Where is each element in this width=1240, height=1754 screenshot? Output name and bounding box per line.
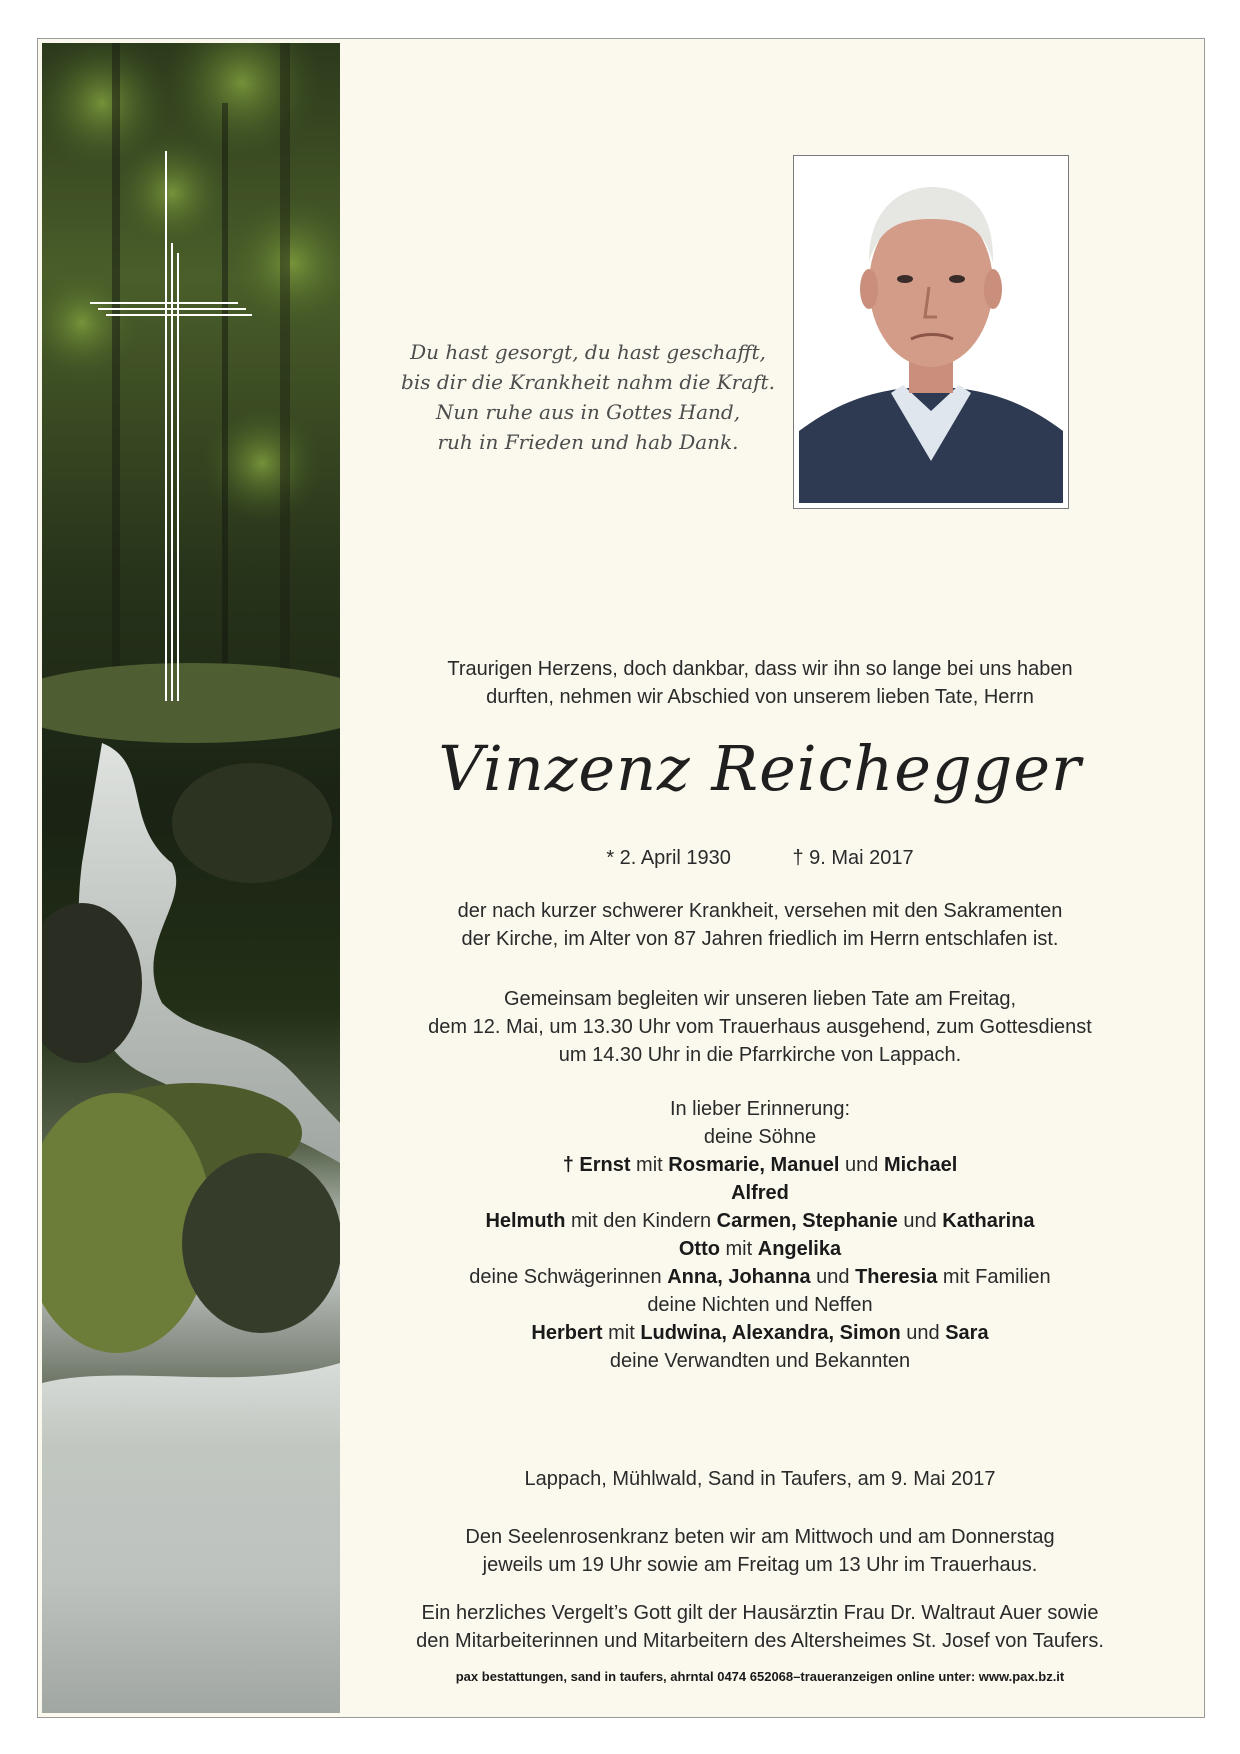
passing-line: der nach kurzer schwerer Krankheit, versehen mit den Sakramenten [457, 900, 1063, 922]
thanks-text [370, 1599, 1150, 1655]
portrait-illustration [799, 161, 1063, 503]
funeral-line: um 14.30 Uhr in die Pfarrkirche von Lappach. [558, 1044, 962, 1066]
thanks-line: Ein herzliches Vergelt’s Gott gilt der Hausärztin Frau Dr. Waltraut Auer sowie [421, 1602, 1099, 1624]
mourners-list [370, 1095, 1150, 1375]
portrait-photo [799, 161, 1063, 503]
funeral-line: dem 12. Mai, um 13.30 Uhr vom Trauerhaus ausgehend, zum Gottesdienst [428, 1016, 1092, 1038]
place-date: Lappach, Mühlwald, Sand in Taufers, am 9. Mai 2017 [524, 1468, 996, 1490]
poem-line: Du hast gesorgt, du hast geschafft, [410, 340, 766, 364]
obituary-card [37, 38, 1205, 1718]
content-area [340, 39, 1204, 1717]
mourner-line: Otto mit Angelika [678, 1238, 842, 1260]
mourner-line: Herbert mit Ludwina, Alexandra, Simon und Sara [531, 1322, 989, 1344]
rosary-line: jeweils um 19 Uhr sowie am Freitag um 13 Uhr im Trauerhaus. [482, 1554, 1038, 1576]
poem-line: Nun ruhe aus in Gottes Hand, [435, 400, 741, 424]
funeral-line: Gemeinsam begleiten wir unseren lieben Tate am Freitag, [503, 988, 1017, 1010]
death-date: † 9. Mai 2017 [792, 847, 914, 869]
intro-text [370, 655, 1150, 711]
forest-waterfall-photo [42, 43, 340, 1713]
memorial-poem [388, 337, 788, 457]
mourner-line: Helmuth mit den Kindern Carmen, Stephanie und Katharina [485, 1210, 1035, 1232]
landscape-illustration [42, 43, 340, 1713]
mourner-line: † Ernst mit Rosmarie, Manuel und Michael [562, 1154, 958, 1176]
mourner-line: deine Schwägerinnen Anna, Johanna und Theresia mit Familien [469, 1266, 1051, 1288]
intro-line: Traurigen Herzens, doch dankbar, dass wir ihn so lange bei uns haben [447, 658, 1073, 680]
intro-line: durften, nehmen wir Abschied von unserem lieben Tate, Herrn [486, 686, 1034, 708]
deceased-name: Vinzenz Reichegger [438, 732, 1082, 805]
rosary-text [370, 1523, 1150, 1579]
funeral-text [370, 985, 1150, 1069]
rosary-line: Den Seelenrosenkranz beten wir am Mittwoch und am Donnerstag [465, 1526, 1055, 1548]
mourner-line: deine Nichten und Neffen [647, 1294, 873, 1316]
mourner-line: Alfred [731, 1182, 789, 1204]
passing-text [370, 897, 1150, 953]
mourners-heading: In lieber Erinnerung: [669, 1098, 851, 1120]
mourner-line: deine Verwandten und Bekannten [609, 1350, 911, 1372]
passing-line: der Kirche, im Alter von 87 Jahren friedlich im Herrn entschlafen ist. [461, 928, 1059, 950]
birth-date: * 2. April 1930 [606, 847, 731, 869]
sons-label: deine Söhne [703, 1126, 817, 1148]
portrait-frame [793, 155, 1069, 509]
footer-imprint: pax bestattungen, sand in taufers, ahrntal 0474 652068–traueranzeigen online unter: www.pax.bz.it [455, 1669, 1065, 1684]
thanks-line: den Mitarbeiterinnen und Mitarbeitern des Altersheimes St. Josef von Taufers. [416, 1630, 1104, 1652]
life-dates [370, 847, 1150, 870]
poem-line: bis dir die Krankheit nahm die Kraft. [401, 370, 775, 394]
poem-line: ruh in Frieden und hab Dank. [437, 430, 739, 454]
